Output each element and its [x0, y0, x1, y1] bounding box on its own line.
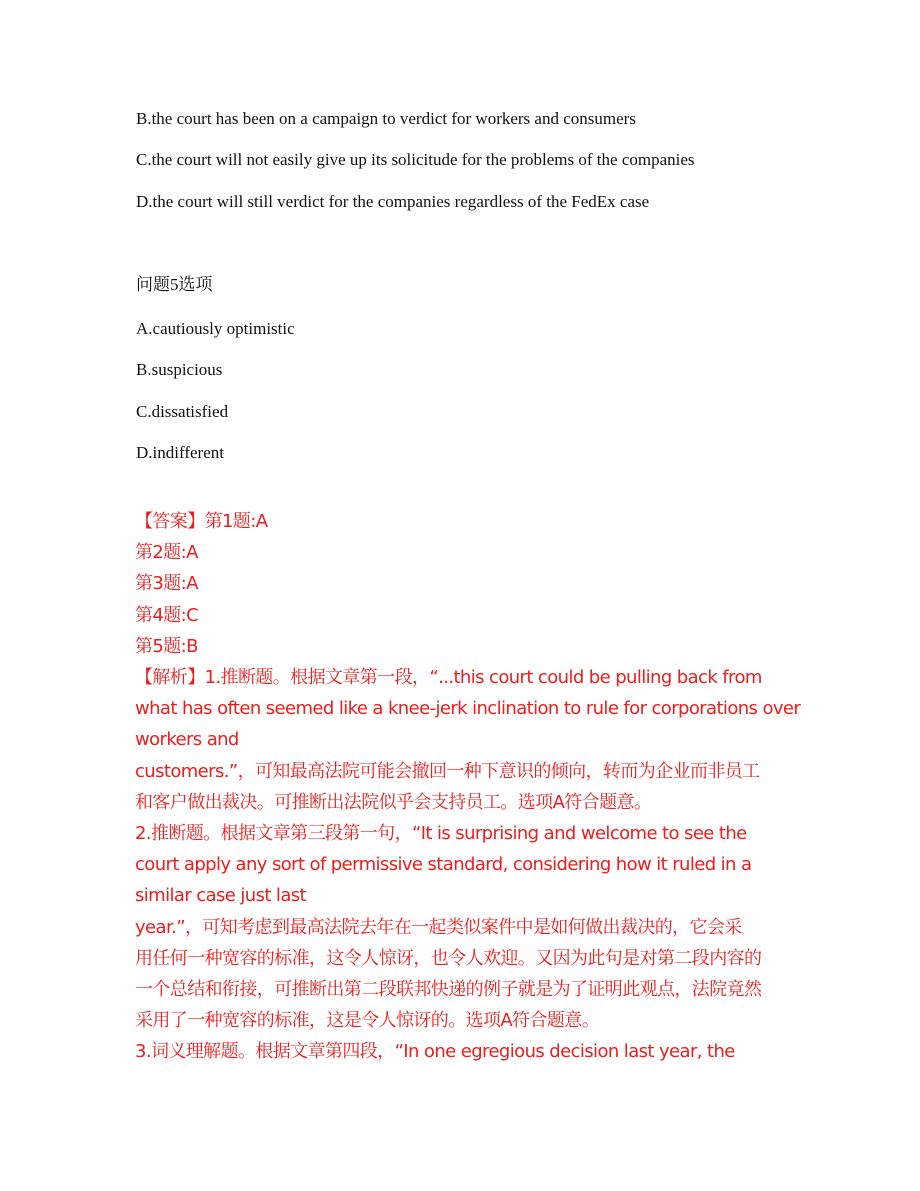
answer-line-1: 【答案】第1题:A: [135, 511, 268, 532]
analysis-line: 【解析】1.推断题。根据文章第一段，“...this court could be pulling back from: [135, 667, 762, 689]
answer-line-3: 第3题:A: [135, 573, 198, 595]
answer-line-5: 第5题:B: [135, 635, 198, 657]
analysis-line: 采用了一种宽容的标准，这是令人惊讶的。选项A符合题意。: [135, 1010, 600, 1032]
q4-option-c: C.the court will not easily give up its solicitude for the problems of the companies: [136, 150, 695, 169]
analysis-line: similar case just last: [135, 885, 307, 907]
analysis-line: court apply any sort of permissive standard, considering how it ruled in a: [135, 854, 752, 876]
answer-line-2: 第2题:A: [135, 542, 198, 564]
q5-option-a: A.cautiously optimistic: [136, 319, 295, 338]
analysis-line: 3.词义理解题。根据文章第四段，“In one egregious decision last year, the: [135, 1041, 735, 1063]
analysis-line: 一个总结和衔接，可推断出第二段联邦快递的例子就是为了证明此观点，法院竟然: [135, 979, 762, 1001]
analysis-line: 和客户做出裁决。可推断出法院似乎会支持员工。选项A符合题意。: [135, 791, 652, 813]
q5-option-c: C.dissatisfied: [136, 402, 229, 421]
analysis-line: 2.推断题。根据文章第三段第一句，“It is surprising and welcome to see the: [135, 823, 747, 845]
q5-option-b: B.suspicious: [136, 360, 223, 379]
q5-heading: 问题5选项: [136, 275, 213, 294]
answer-line-4: 第4题:C: [135, 604, 199, 626]
analysis-line: what has often seemed like a knee-jerk inclination to rule for corporations over: [135, 698, 801, 720]
analysis-line: customers.”，可知最高法院可能会撤回一种下意识的倾向，转而为企业而非员工: [135, 760, 760, 782]
analysis-line: 用任何一种宽容的标准，这令人惊讶，也令人欢迎。又因为此句是对第二段内容的: [135, 947, 762, 969]
analysis-line: workers and: [135, 729, 239, 751]
q4-option-d: D.the court will still verdict for the companies regardless of the FedEx case: [136, 192, 650, 211]
analysis-line: year.”，可知考虑到最高法院去年在一起类似案件中是如何做出裁决的，它会采: [135, 916, 742, 938]
q5-option-d: D.indifferent: [136, 443, 224, 462]
answer-section: [135, 506, 801, 1068]
q4-option-b: B.the court has been on a campaign to verdict for workers and consumers: [136, 109, 636, 128]
